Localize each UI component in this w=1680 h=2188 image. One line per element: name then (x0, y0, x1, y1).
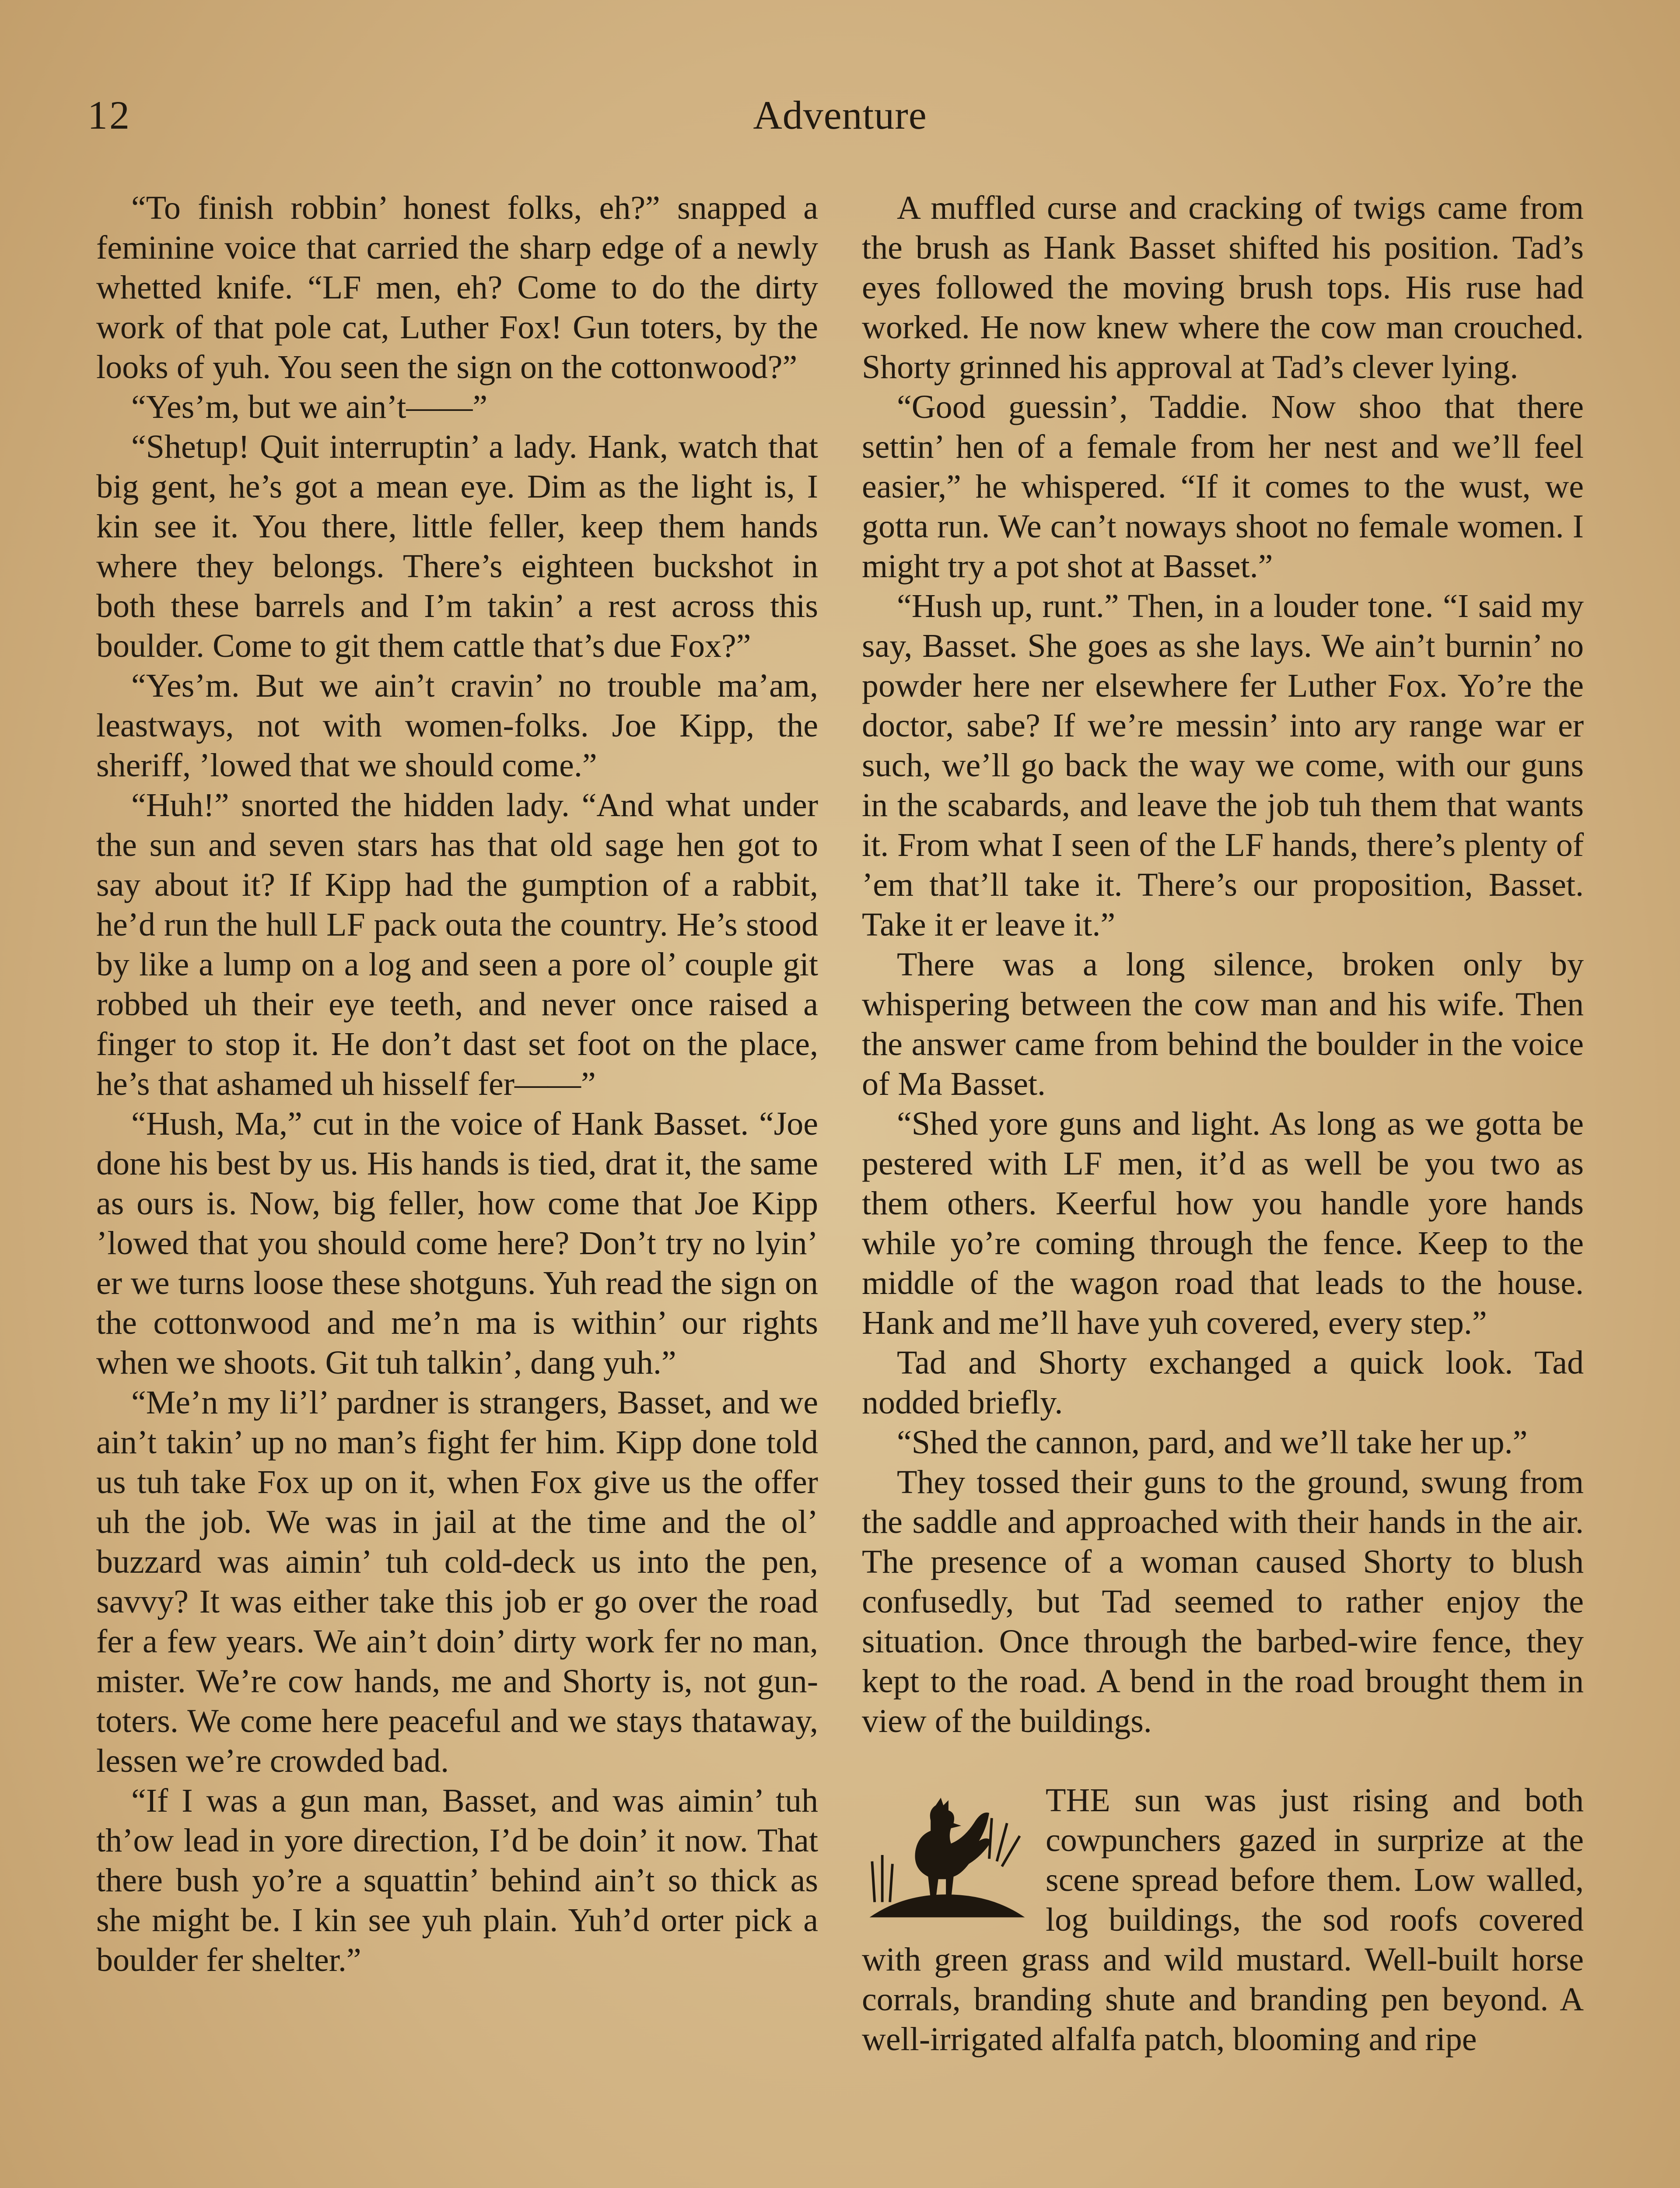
paragraph: Tad and Shorty exchanged a quick look. Tad nodded briefly. (862, 1344, 1584, 1421)
left-column (96, 188, 818, 1980)
paragraph: There was a long silence, broken only by whispering between the cow man and his wife. Then the answer came from behind the boulder in the voice of Ma Basset. (862, 946, 1584, 1102)
paragraph: “Yes’m, but we ain’t——” (131, 389, 488, 425)
paragraph: “To finish robbin’ honest folks, eh?” snapped a feminine voice that carried the sharp edge of a newly whetted knife. “LF men, eh? Come to do the dirty work of that pole cat, Luther Fox! Gun toters, by the looks of yuh. You seen the sign on the cottonwood?” (96, 189, 818, 386)
paragraph: They tossed their guns to the ground, swung from the saddle and approached with their hands in the air. The presence of a woman caused Shorty to blush confusedly, but Tad seemed to rather enjoy the situation. Once through the barbed-wire fence, they kept to the road. A bend in the road brought them in view of the buildings. (862, 1464, 1584, 1739)
paragraph: “Me’n my li’l’ pardner is strangers, Basset, and we ain’t takin’ up no man’s fight fer him. Kipp done told us tuh take Fox up on it, when Fox give us the offer uh the job. We was in jail at the time and the ol’ buzzard was aimin’ tuh cold-deck us into the pen, savvy? It was either take this job er go over the road fer a few years. We ain’t doin’ dirty work fer no man, mister. We’re cow hands, me and Shorty is, not gun-toters. We come here peaceful and we stays thataway, lessen we’re crowded bad. (96, 1384, 818, 1779)
section-break-space (862, 1741, 1584, 1781)
paragraph: “Shed the cannon, pard, and we’ll take her up.” (897, 1424, 1528, 1461)
page-number: 12 (88, 93, 131, 137)
right-column (862, 188, 1584, 2059)
running-title: Adventure (753, 93, 927, 137)
paragraph: “Hush, Ma,” cut in the voice of Hank Basset. “Joe done his best by us. His hands is tied, drat it, the same as ours is. Now, big feller, how come that Joe Kipp ’lowed that you should come here? Don’t try no lyin’ er we turns loose these shotguns. Yuh read the sign on the cottonwood and me’n ma is within’ our rights when we shoots. Git tuh talkin’, dang yuh.” (96, 1105, 818, 1381)
paragraph: “If I was a gun man, Basset, and was aimin’ tuh th’ow lead in yore direction, I’d be doin’ it now. That there bush yo’re a squattin’ behind ain’t so thick as she might be. I kin see yuh plain. Yuh’d orter pick a boulder fer shelter.” (96, 1782, 818, 1978)
section-opening-paragraph: THE sun was just rising and both cowpunchers gazed in surprize at the scene spread before them. Low walled, log buildings, the sod roofs covered with green grass and wild mustard. Well-built horse corrals, branding shute and branding pen beyond. A well-irrigated alfalfa patch, blooming and ripe (862, 1782, 1584, 2058)
paragraph: “Shed yore guns and light. As long as we gotta be pestered with LF men, it’d as well be you two as them others. Keerful how you handle yore hands while yo’re coming through the fence. Keep to the middle of the wagon road that leads to the house. Hank and me’ll have yuh covered, every step.” (862, 1105, 1584, 1341)
paragraph: “Good guessin’, Taddie. Now shoo that there settin’ hen of a female from her nest and we’ll feel easier,” he whispered. “If it comes to the wust, we gotta run. We can’t noways shoot no female women. I might try a pot shot at Basset.” (862, 389, 1584, 585)
rooster-icon (862, 1785, 1032, 1925)
paragraph: “Yes’m. But we ain’t cravin’ no trouble ma’am, leastways, not with women-folks. Joe Kipp, the sheriff, ’lowed that we should come.” (96, 667, 818, 784)
paragraph: “Shetup! Quit interruptin’ a lady. Hank, watch that big gent, he’s got a mean eye. Dim as the light is, I kin see it. You there, little feller, keep them hands where they belongs. There’s eighteen buckshot in both these barrels and I’m takin’ a rest across this boulder. Come to git them cattle that’s due Fox?” (96, 428, 818, 664)
paragraph: “Hush up, runt.” Then, in a louder tone. “I said my say, Basset. She goes as she lays. We ain’t burnin’ no powder here ner elsewhere fer Luther Fox. Yo’re the doctor, sabe? If we’re messin’ into ary range war er such, we’ll go back the way we come, with our guns in the scabards, and leave the job tuh them that wants it. From what I seen of the LF hands, there’s plenty of ’em that’ll take it. There’s our proposition, Basset. Take it er leave it.” (862, 588, 1584, 943)
paragraph: “Huh!” snorted the hidden lady. “And what under the sun and seven stars has that old sage hen got to say about it? If Kipp had the gumption of a rabbit, he’d run the hull LF pack outa the country. He’s stood by like a lump on a log and seen a pore ol’ couple git robbed uh their eye teeth, and never once raised a finger to stop it. He don’t dast set foot on the place, he’s that ashamed uh hisself fer——” (96, 787, 818, 1102)
section-break (862, 1781, 1584, 2059)
page-header (88, 83, 1592, 153)
paragraph: A muffled curse and cracking of twigs came from the brush as Hank Basset shifted his position. Tad’s eyes followed the moving brush tops. His ruse had worked. He now knew where the cow man crouched. Shorty grinned his approval at Tad’s clever lying. (862, 189, 1584, 386)
